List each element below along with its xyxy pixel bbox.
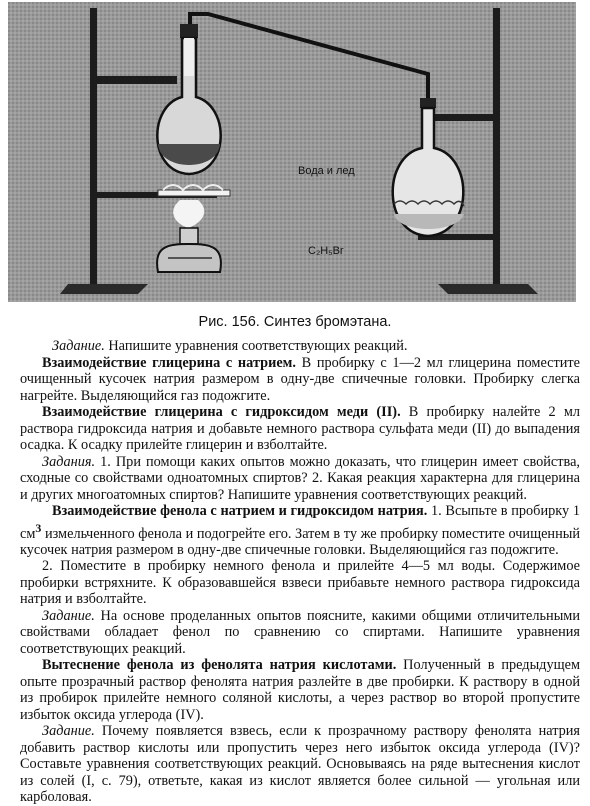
- experiment-text: Полученный в предыдущем опыте прозрачный раствор фенолята натрия разлейте в две пробирки. К раствору в одной из пробирок прилейте немного соляной кислоты, а через раствор во второй пропустите избыток оксида углерода (IV).: [20, 657, 580, 723]
- task-text: 1. При помощи каких опытов можно доказать, что глицерин имеет свойства, сходные со свойствами одноатомных спиртов? 2. Какая реакция характерна для глицерина и других многоатомных спиртов? Напишите уравнения соответствующих реакций.: [20, 453, 580, 503]
- task-text: Почему появляется взвесь, если к прозрачному раствору фенолята натрия добавить раствор кислоты или пропустить через него избыток оксида углерода (IV)? Составьте уравнения соответствующих реакций. Основываясь на ряде вытеснения кислот из солей (I, с. 79), ответьте, какая из кислот является более сильной — угольная или карболовая.: [20, 723, 580, 806]
- paragraph-glycerol-sodium: [20, 355, 580, 405]
- experiment-heading: Вытеснение фенола из фенолята натрия кислотами.: [42, 657, 397, 674]
- paragraph-task-1: [20, 338, 580, 355]
- task-text: На основе проделанных опытов поясните, какими общими отличительными свойствами обладает фенол по сравнению со спиртами. Напишите уравнения соответствующих реакций.: [20, 607, 580, 657]
- experiment-heading: Взаимодействие глицерина с натрием.: [42, 354, 296, 371]
- paragraph-tasks-2: [20, 454, 580, 504]
- water-ice-label: Вода и лед: [298, 165, 355, 177]
- experiment-text-continued: измельченного фенола и подогрейте его. Затем в ту же пробирку поместите очищенный кусочек натрия размером в одну-две спичечные головки. Выделяющийся газ подожгите.: [20, 525, 580, 558]
- figure-caption: Рис. 156. Синтез бромэтана.: [198, 314, 392, 330]
- body-text: [20, 338, 580, 806]
- paragraph-phenol-sodium: [20, 503, 580, 558]
- apparatus-figure: [8, 2, 576, 302]
- paragraph-phenol-water: [20, 558, 580, 608]
- paragraph-task-3: [20, 608, 580, 658]
- experiment-heading: Взаимодействие фенола с натрием и гидроксидом натрия.: [52, 503, 428, 519]
- paragraph-phenol-displacement: [20, 657, 580, 723]
- paragraph-glycerol-copper: [20, 404, 580, 454]
- task-label: Задание.: [42, 607, 95, 624]
- task-label: Задания.: [42, 453, 96, 470]
- unit-superscript: 3: [35, 520, 42, 535]
- experiment-text: 1. Всыпьте в пробирку 1 см: [20, 503, 580, 542]
- paragraph-task-4: [20, 723, 580, 806]
- product-formula-label: C₂H₅Br: [308, 245, 344, 257]
- task-label: Задание.: [52, 338, 105, 354]
- experiment-heading: Взаимодействие глицерина с гидроксидом меди (II).: [42, 404, 401, 420]
- experiment-text: 2. Поместите в пробирку немного фенола и прилейте 4—5 мл воды. Содержимое пробирки встряхните. К образовавшейся взвеси прибавьте немного раствора гидроксида натрия и взболтайте.: [20, 558, 580, 608]
- experiment-text: В пробирку с 1—2 мл глицерина поместите очищенный кусочек натрия размером в одну-две спичечные головки. Пробирку слегка нагрейте. Выделяющийся газ подожгите.: [20, 354, 580, 404]
- task-label: Задание.: [42, 723, 95, 740]
- experiment-text: В пробирку налейте 2 мл раствора гидроксида натрия и добавьте немного раствора сульфата меди (II) до выпадения осадка. К осадку прилейте глицерин и взболтайте.: [20, 404, 580, 453]
- task-text: Напишите уравнения соответствующих реакций.: [104, 338, 408, 354]
